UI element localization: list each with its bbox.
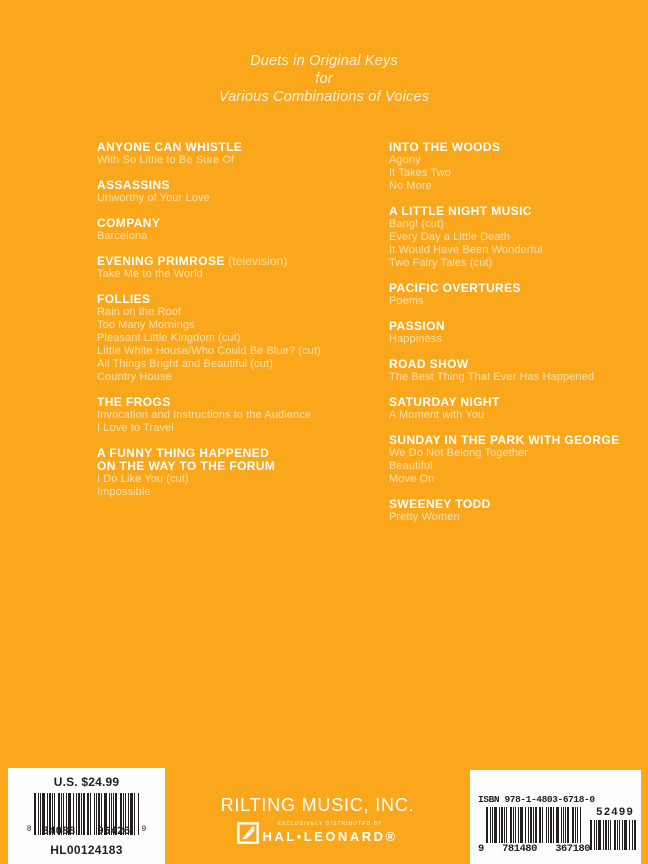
distributor-block bbox=[237, 821, 397, 844]
publisher-name: RILTING MUSIC, INC. bbox=[220, 795, 415, 815]
song-title: Beautiful bbox=[389, 460, 433, 472]
show-title: FOLLIES bbox=[97, 292, 151, 306]
show-title: SATURDAY NIGHT bbox=[389, 395, 500, 409]
upc-left-digit: 8 bbox=[26, 825, 32, 834]
show-title: PACIFIC OVERTURES bbox=[389, 281, 521, 295]
song-title: A Moment with You bbox=[389, 409, 485, 421]
song-title: Move On bbox=[389, 473, 435, 485]
show-section bbox=[97, 217, 385, 243]
price-label: U.S. $24.99 bbox=[53, 775, 120, 789]
show-section bbox=[389, 141, 645, 193]
show-title: A FUNNY THING HAPPENED ON THE WAY TO THE FORUM bbox=[97, 446, 276, 473]
song-title: Pretty Women bbox=[389, 511, 460, 523]
song-title: Unworthy of Your Love bbox=[97, 192, 210, 204]
song-title: I Love to Travel bbox=[97, 422, 174, 434]
show-section bbox=[389, 282, 645, 308]
ean-addon bbox=[590, 807, 640, 850]
show-section bbox=[97, 396, 385, 435]
show-section bbox=[97, 255, 385, 281]
upc-right-digit: 9 bbox=[141, 825, 147, 834]
song-title: With So Little to Be Sure Of bbox=[97, 154, 235, 166]
subtitle-line: for bbox=[315, 71, 333, 87]
song-title: Take Me to the World bbox=[97, 268, 203, 280]
ean-digit-group: 367180 bbox=[555, 843, 590, 855]
song-title: It Takes Two bbox=[389, 167, 451, 179]
song-title: Bang! (cut) bbox=[389, 218, 444, 230]
show-title: PASSION bbox=[389, 319, 445, 333]
show-section bbox=[97, 179, 385, 205]
upc-barcode bbox=[21, 793, 153, 835]
show-title: SWEENEY TODD bbox=[389, 497, 491, 511]
distributor-name: HAL•LEONARD® bbox=[262, 829, 398, 844]
song-title: Pleasant Little Kingdom (cut) bbox=[97, 332, 241, 344]
ean-addon-number: 52499 bbox=[595, 807, 634, 819]
publisher-block bbox=[165, 795, 470, 849]
song-list-left-column bbox=[97, 141, 385, 511]
show-title: INTO THE WOODS bbox=[389, 140, 501, 154]
show-title: THE FROGS bbox=[97, 395, 171, 409]
isbn-label: ISBN 978-1-4803-6718-0 bbox=[478, 794, 595, 805]
subtitle-line: Duets in Original Keys bbox=[250, 53, 398, 69]
show-note: (television) bbox=[224, 254, 288, 268]
show-section bbox=[97, 293, 385, 384]
song-title: Invocation and Instructions to the Audience bbox=[97, 409, 312, 421]
ean-digit-group: 781480 bbox=[502, 843, 537, 855]
show-section bbox=[389, 434, 645, 486]
song-title: Rain on the Roof bbox=[97, 306, 182, 318]
ean-addon-bars bbox=[590, 820, 638, 850]
distributor-note: EXCLUSIVELY DISTRIBUTED BY bbox=[277, 821, 383, 827]
song-title: Every Day a Little Death bbox=[389, 231, 511, 243]
song-title: Impossible bbox=[97, 486, 151, 498]
song-title: Barcelona bbox=[97, 230, 148, 242]
show-title: COMPANY bbox=[97, 216, 161, 230]
hal-leonard-logo-icon bbox=[237, 822, 259, 844]
song-title: I Do Like You (cut) bbox=[97, 473, 189, 485]
song-title: Two Fairy Tales (cut) bbox=[389, 257, 493, 269]
catalog-number: HL00124183 bbox=[50, 843, 123, 857]
show-title: A LITTLE NIGHT MUSIC bbox=[389, 204, 532, 218]
cover-subtitle bbox=[0, 52, 648, 106]
ean-digits bbox=[478, 843, 590, 855]
show-section bbox=[389, 205, 645, 270]
show-title: ANYONE CAN WHISTLE bbox=[97, 140, 243, 154]
song-title: The Best Thing That Ever Has Happened bbox=[389, 371, 595, 383]
show-section bbox=[389, 320, 645, 346]
subtitle-line: Various Combinations of Voices bbox=[218, 89, 430, 105]
show-section bbox=[97, 141, 385, 167]
song-title: Too Many Mornings bbox=[97, 319, 195, 331]
song-title: Little White House/Who Could Be Blue? (cut) bbox=[97, 345, 321, 357]
ean-bars bbox=[486, 807, 582, 843]
song-title: Agony bbox=[389, 154, 421, 166]
show-section bbox=[389, 396, 645, 422]
song-title: Happiness bbox=[389, 333, 442, 345]
song-title: All Things Bright and Beautiful (cut) bbox=[97, 358, 273, 370]
show-title: SUNDAY IN THE PARK WITH GEORGE bbox=[389, 433, 620, 447]
show-title: EVENING PRIMROSE (television) bbox=[97, 254, 288, 268]
ean-barcode bbox=[478, 807, 641, 864]
show-section bbox=[389, 498, 645, 524]
song-title: Country House bbox=[97, 371, 172, 383]
isbn-barcode-box bbox=[470, 770, 641, 864]
song-list-right-column bbox=[389, 141, 645, 536]
show-title: ROAD SHOW bbox=[389, 357, 469, 371]
price-barcode-box bbox=[8, 768, 165, 864]
song-title: We Do Not Belong Together bbox=[389, 447, 529, 459]
show-section bbox=[97, 447, 385, 499]
show-title: ASSASSINS bbox=[97, 178, 170, 192]
song-title: Poems bbox=[389, 295, 424, 307]
song-title: No More bbox=[389, 180, 432, 192]
show-section bbox=[389, 358, 645, 384]
distributor-text bbox=[262, 821, 397, 844]
upc-bars bbox=[34, 793, 140, 835]
song-title: It Would Have Been Wonderful bbox=[389, 244, 543, 256]
ean-digit-group: 9 bbox=[478, 843, 484, 855]
